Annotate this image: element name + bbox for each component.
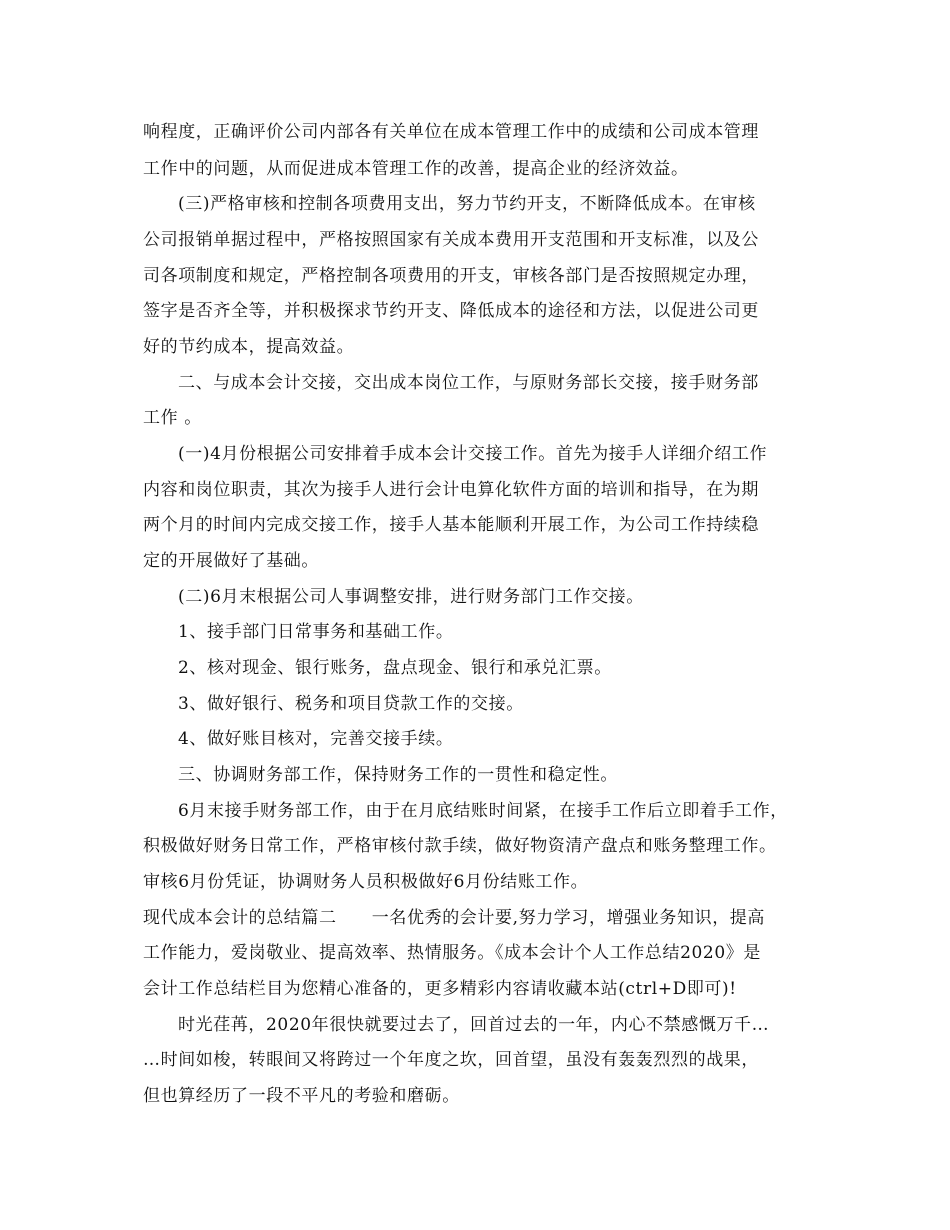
text-line: 工作中的问题，从而促进成本管理工作的改善，提高企业的经济效益。 [143,159,689,179]
text-line: 时光荏苒，2020年很快就要过去了，回首过去的一年，内心不禁感慨万千… [178,1015,770,1035]
text-line: 2、核对现金、银行账务，盘点现金、银行和承兑汇票。 [178,658,612,678]
text-line: 1、接手部门日常事务和基础工作。 [178,622,454,642]
text-line: 工作 。 [143,408,202,428]
text-line: (二)6月末根据公司人事调整安排，进行财务部门工作交接。 [178,587,644,607]
text-line: 会计工作总结栏目为您精心准备的，更多精彩内容请收藏本站(ctrl+D即可)! [143,979,737,999]
text-line: 内容和岗位职责，其次为接手人进行会计电算化软件方面的培训和指导，在为期 [143,480,759,500]
text-line: 审核6月份凭证，协调财务人员积极做好6月份结账工作。 [143,872,589,892]
text-line: 现代成本会计的总结篇二 一名优秀的会计要,努力学习，增强业务知识，提高 [143,908,766,928]
text-line: 司各项制度和规定，严格控制各项费用的开支，审核各部门是否按照规定办理， [143,266,759,286]
text-line: 两个月的时间内完成交接工作，接手人基本能顺利开展工作，为公司工作持续稳 [143,515,759,535]
text-line: 工作能力，爱岗敬业、提高效率、热情服务。《成本会计个人工作总结2020》是 [143,943,761,963]
text-line: 4、做好账目核对，完善交接手续。 [178,729,454,749]
text-line: 3、做好银行、税务和项目贷款工作的交接。 [178,694,524,714]
text-line: 6月末接手财务部工作，由于在月底结账时间紧，在接手工作后立即着手工作， [178,801,788,821]
text-line: 公司报销单据过程中，严格按照国家有关成本费用开支范围和开支标准，以及公 [143,230,759,250]
text-line: …时间如梭，转眼间又将跨过一个年度之坎，回首望，虽没有轰轰烈烈的战果， [143,1050,759,1070]
text-line: 积极做好财务日常工作，严格审核付款手续，做好物资清产盘点和账务整理工作。 [143,836,777,856]
text-line: 签字是否齐全等，并积极探求节约开支、降低成本的途径和方法，以促进公司更 [143,301,759,321]
text-line: 响程度，正确评价公司内部各有关单位在成本管理工作中的成绩和公司成本管理 [143,122,759,142]
text-line: 但也算经历了一段不平凡的考验和磨砺。 [143,1086,460,1106]
text-line: 三、协调财务部工作，保持财务工作的一贯性和稳定性。 [178,765,618,785]
text-line: 好的节约成本，提高效益。 [143,337,355,357]
text-line: 二、与成本会计交接，交出成本岗位工作，与原财务部长交接，接手财务部 [178,373,759,393]
text-line: (三)严格审核和控制各项费用支出，努力节约开支，不断降低成本。在审核 [178,194,756,214]
text-line: (一)4月份根据公司安排着手成本会计交接工作。首先为接手人详细介绍工作 [178,444,768,464]
text-line: 定的开展做好了基础。 [143,551,319,571]
